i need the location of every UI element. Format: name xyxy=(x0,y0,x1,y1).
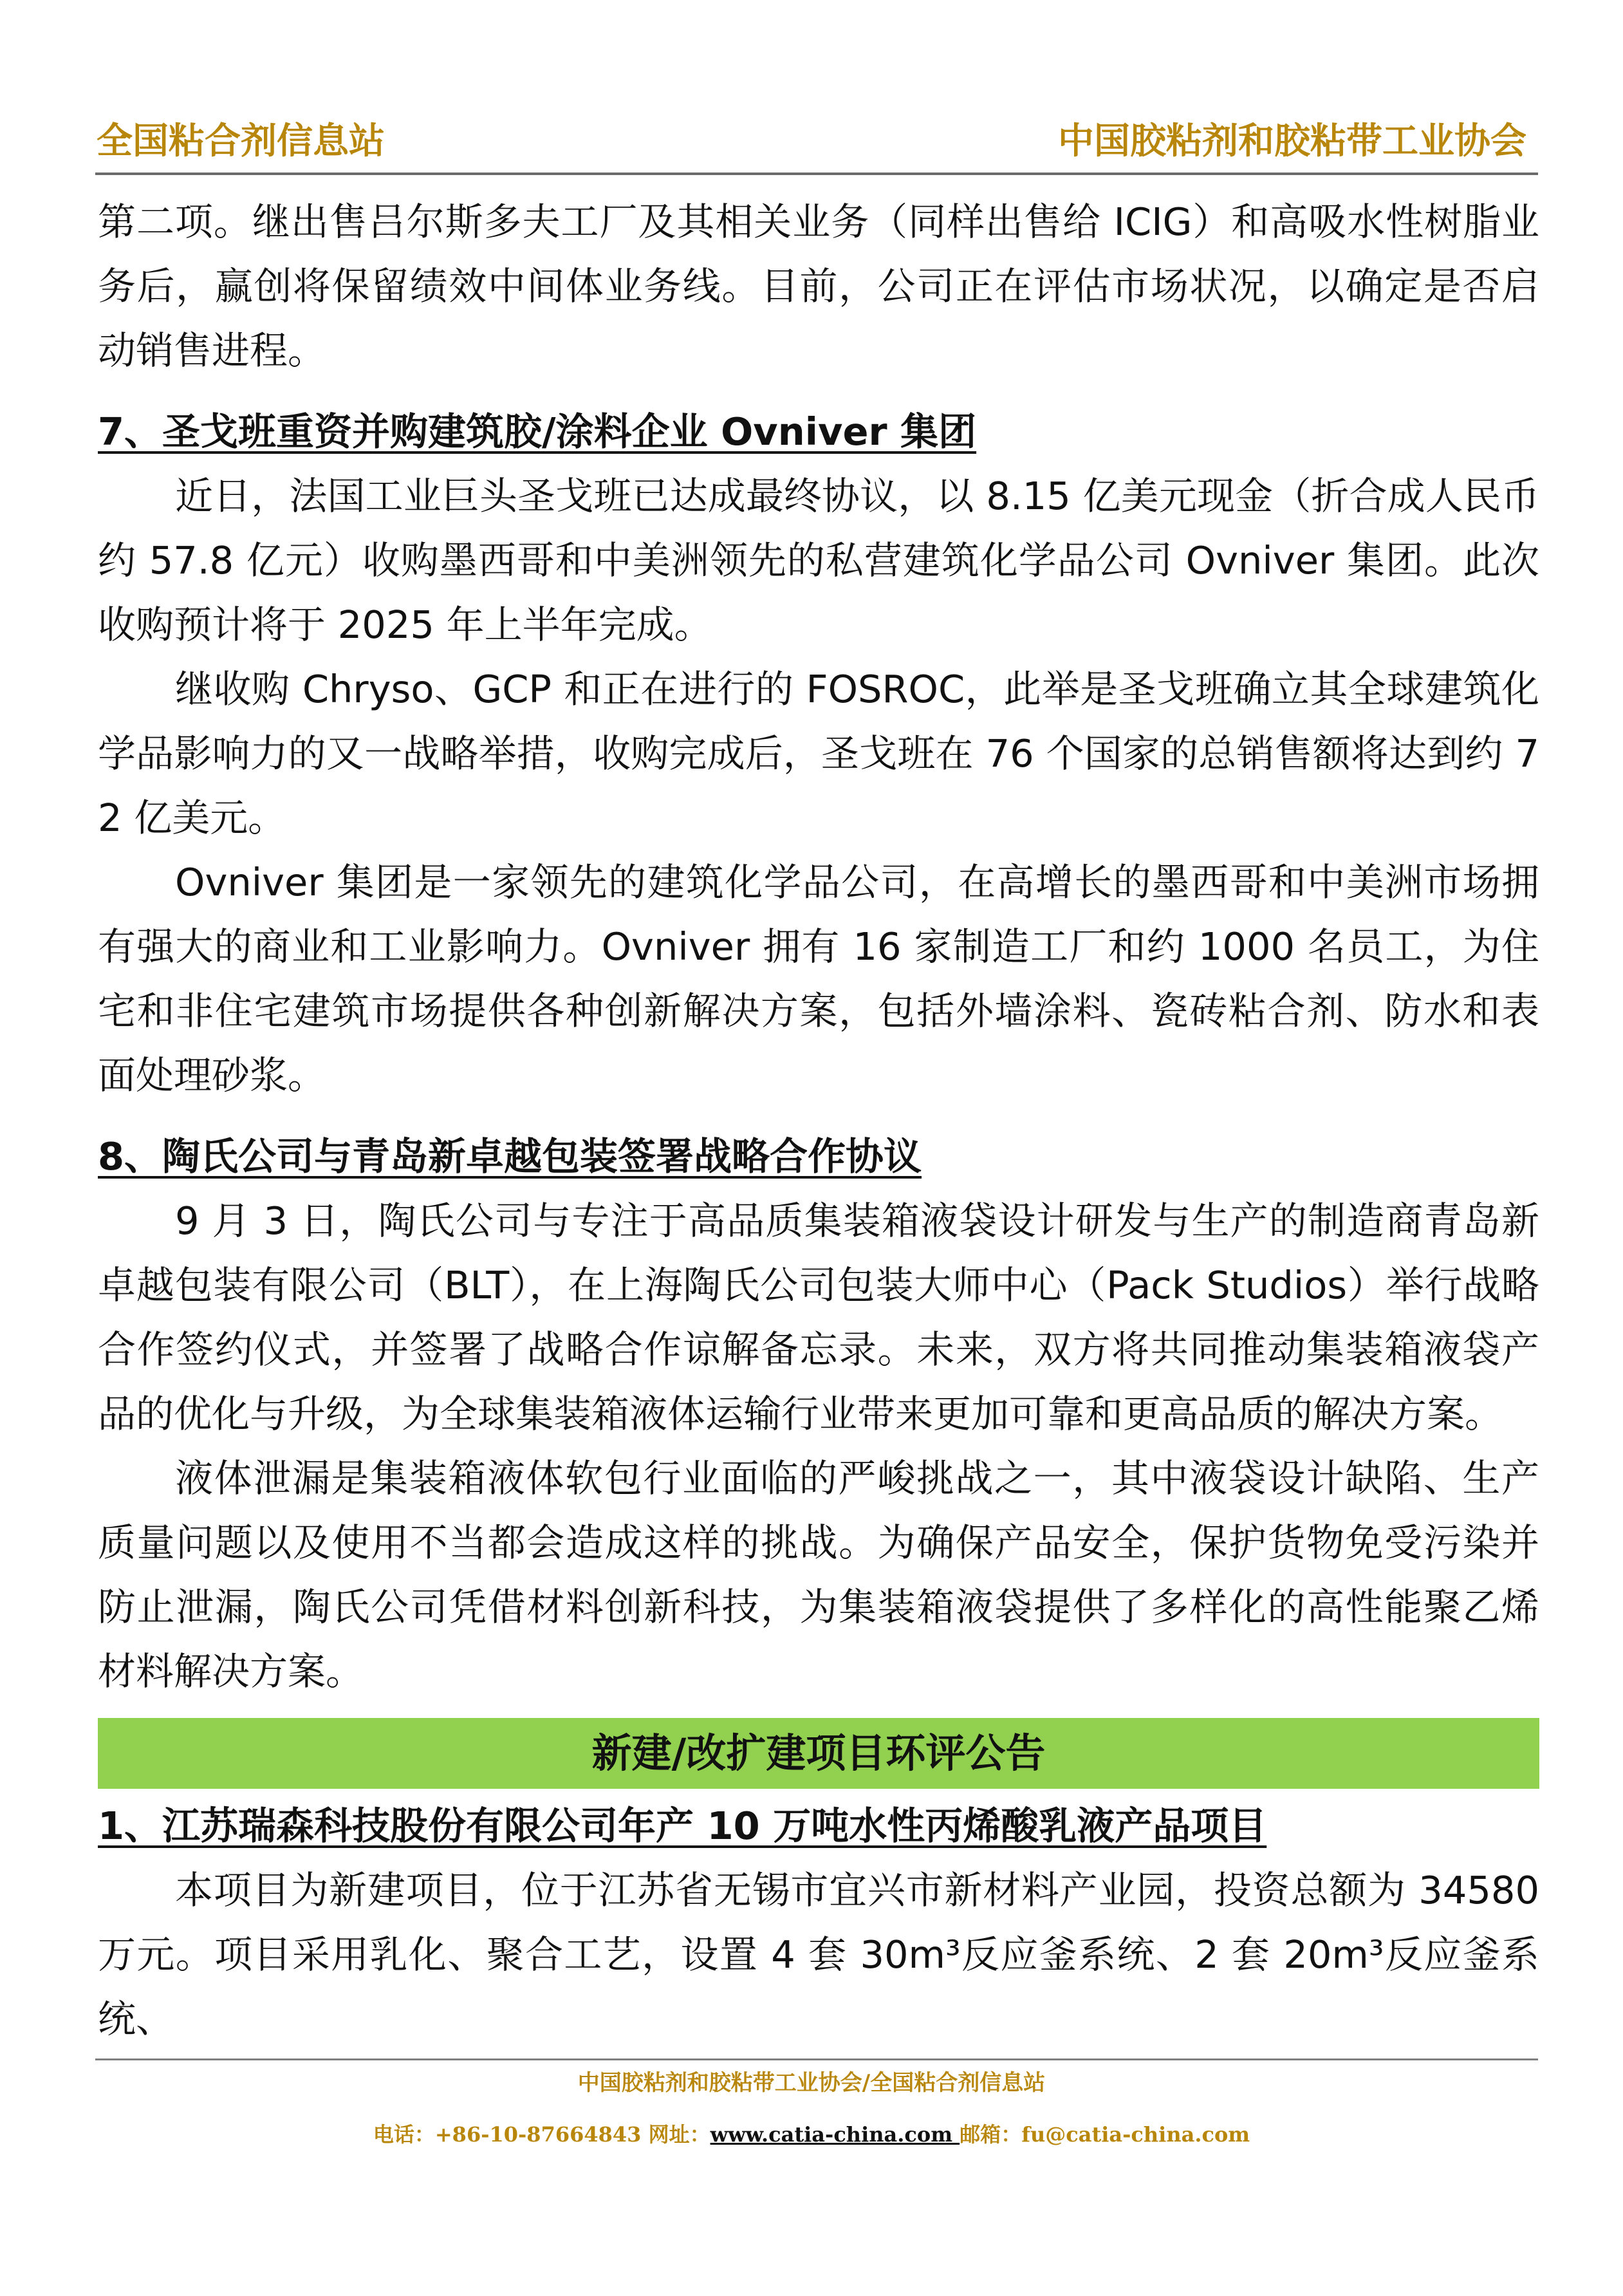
project-1-paragraph: 本项目为新建项目，位于江苏省无锡市宜兴市新材料产业园，投资总额为 34580 万元。项目采用乳化、聚合工艺，设置 4 套 30m³反应釜系统、2 套 20m³反应釜系统、 xyxy=(98,1868,1552,2041)
header-divider xyxy=(95,173,1538,175)
website-link[interactable]: www.catia-china.com xyxy=(710,2122,960,2147)
project-1-title: 1、江苏瑞森科技股份有限公司年产 10 万吨水性丙烯酸乳液产品项目 xyxy=(98,1804,1267,1848)
email-label: 邮箱： xyxy=(960,2122,1022,2147)
footer-divider xyxy=(95,2058,1538,2060)
email-address: fu@catia-china.com xyxy=(1021,2122,1250,2147)
header-site-title: 全国粘合剂信息站 xyxy=(97,120,385,162)
phone-number: +86-10-87664843 xyxy=(434,2122,642,2147)
footer-organization: 中国胶粘剂和胶粘带工业协会/全国粘合剂信息站 xyxy=(577,2070,1046,2096)
section-7-title: 7、圣戈班重资并购建筑胶/涂料企业 Ovniver 集团 xyxy=(98,409,977,454)
section-8-title: 8、陶氏公司与青岛新卓越包装签署战略合作协议 xyxy=(98,1134,922,1179)
intro-paragraph: 第二项。继出售吕尔斯多夫工厂及其相关业务（同样出售给 ICIG）和高吸水性树脂业务后，赢创将保留绩效中间体业务线。目前，公司正在评估市场状况，以确定是否启动销售进程。 xyxy=(98,200,1539,373)
section-banner: 新建/改扩建项目环评公告 xyxy=(98,1718,1539,1789)
section-8-paragraph: 9 月 3 日，陶氏公司与专注于高品质集装箱液袋设计研发与生产的制造商青岛新卓越包装有限公司（BLT），在上海陶氏公司包装大师中心（Pack Studios）举行战略合作签约仪式，并签署了战略合作谅解备忘录。未来，双方将共同推动集装箱液袋产品的优化与升级，为全球集装箱液体运输行业带来更加可靠和更高品质的解决方案。 xyxy=(98,1199,1539,1436)
header-association-title: 中国胶粘剂和胶粘带工业协会 xyxy=(1058,120,1526,162)
footer-contact xyxy=(0,2116,1623,2152)
section-7-paragraph: Ovniver 集团是一家领先的建筑化学品公司，在高增长的墨西哥和中美洲市场拥有强大的商业和工业影响力。Ovniver 拥有 16 家制造工厂和约 1000 名员工，为住宅和非住宅建筑市场提供各种创新解决方案，包括外墙涂料、瓷砖粘合剂、防水和表面处理砂浆。 xyxy=(98,860,1539,1097)
section-8-paragraph: 液体泄漏是集装箱液体软包行业面临的严峻挑战之一，其中液袋设计缺陷、生产质量问题以及使用不当都会造成这样的挑战。为确保产品安全，保护货物免受污染并防止泄漏，陶氏公司凭借材料创新科技，为集装箱液袋提供了多样化的高性能聚乙烯材料解决方案。 xyxy=(98,1456,1539,1694)
article-body xyxy=(98,190,1552,2051)
section-7-paragraph: 近日，法国工业巨头圣戈班已达成最终协议，以 8.15 亿美元现金（折合成人民币约 57.8 亿元）收购墨西哥和中美洲领先的私营建筑化学品公司 Ovniver 集团。此次收购预计将于 2025 年上半年完成。 xyxy=(98,474,1539,647)
section-7-paragraph: 继收购 Chryso、GCP 和正在进行的 FOSROC，此举是圣戈班确立其全球建筑化学品影响力的又一战略举措，收购完成后，圣戈班在 76 个国家的总销售额将达到约 72 亿美元。 xyxy=(98,667,1539,840)
website-label: 网址： xyxy=(641,2122,710,2147)
phone-label: 电话： xyxy=(373,2122,435,2147)
